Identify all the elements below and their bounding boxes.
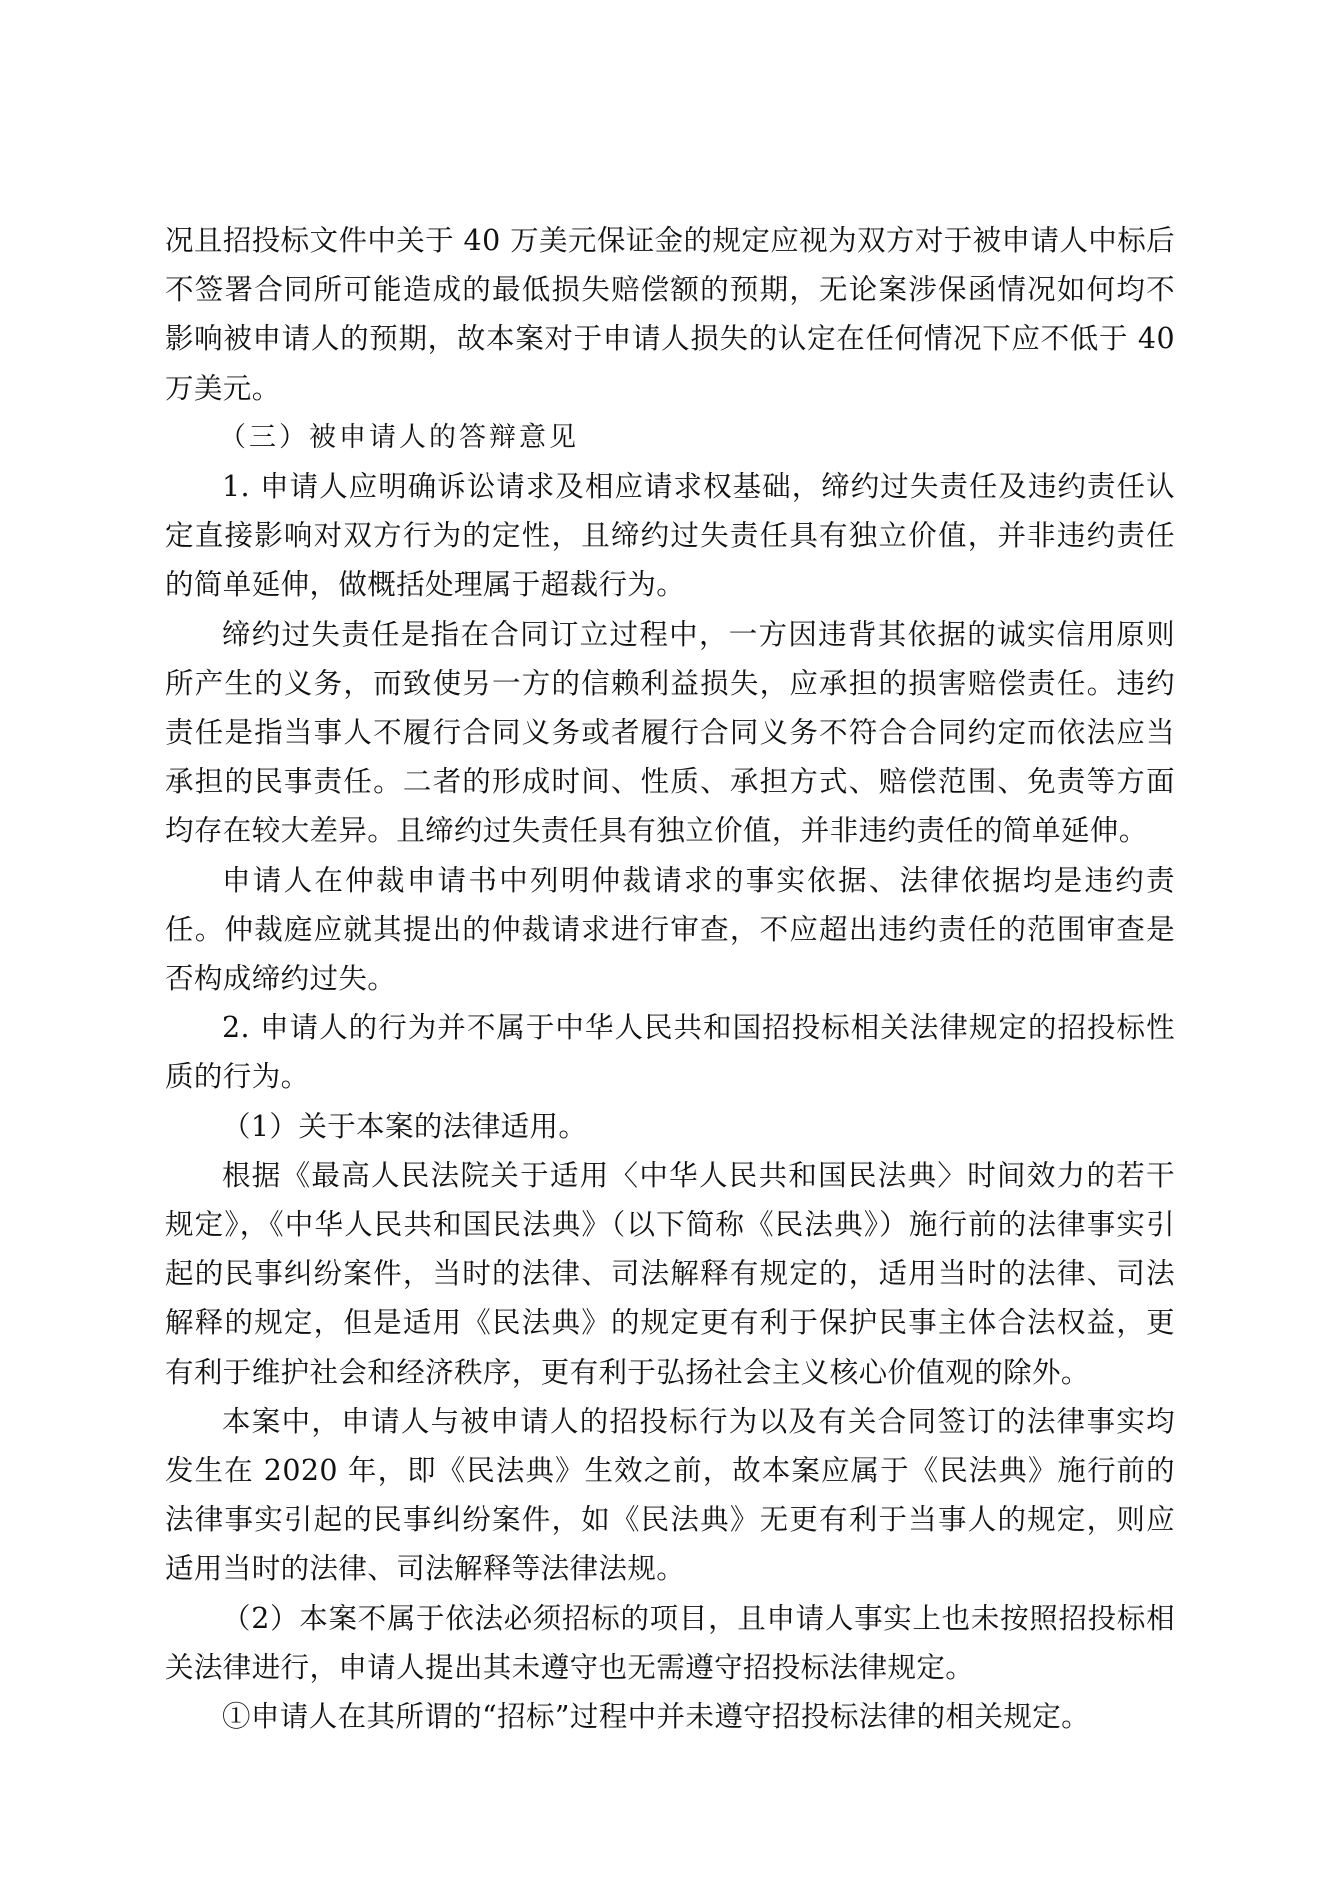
section-heading: （三）被申请人的答辩意见 xyxy=(219,421,579,453)
paragraph: 本案中，申请人与被申请人的招投标行为以及有关合同签订的法律事实均发生在 2020 年，即《民法典》生效之前，故本案应属于《民法典》施行前的法律事实引起的民事纠纷案件，如《民法典》无更有利于当事人的规定，则应适用当时的法律、司法解释等法律法规。 xyxy=(165,1404,1175,1586)
paragraph: 申请人在仲裁申请书中列明仲裁请求的事实依据、法律依据均是违约责任。仲裁庭应就其提出的仲裁请求进行审查，不应超出违约责任的范围审查是否构成缔约过失。 xyxy=(165,863,1175,996)
paragraph: （1）关于本案的法律适用。 xyxy=(222,1109,588,1143)
paragraph: 1. 申请人应明确诉讼请求及相应请求权基础，缔约过失责任及违约责任认定直接影响对双方行为的定性，且缔约过失责任具有独立价值，并非违约责任的简单延伸，做概括处理属于超裁行为。 xyxy=(165,470,1175,602)
paragraph: ①申请人在其所谓的“招标”过程中并未遵守招投标法律的相关规定。 xyxy=(222,1700,1091,1734)
document-body xyxy=(165,216,1175,1741)
paragraph: 2. 申请人的行为并不属于中华人民共和国招投标相关法律规定的招投标性质的行为。 xyxy=(165,1011,1175,1094)
paragraph: 根据《最高人民法院关于适用〈中华人民共和国民法典〉时间效力的若干规定》，《中华人民共和国民法典》（以下简称《民法典》）施行前的法律事实引起的民事纠纷案件，当时的法律、司法解释有规定的，适用当时的法律、司法解释的规定，但是适用《民法典》的规定更有利于保护民事主体合法权益，更有利于维护社会和经济秩序，更有利于弘扬社会主义核心价值观的除外。 xyxy=(165,1158,1175,1389)
paragraph: 缔约过失责任是指在合同订立过程中，一方因违背其依据的诚实信用原则所产生的义务，而致使另一方的信赖利益损失，应承担的损害赔偿责任。违约责任是指当事人不履行合同义务或者履行合同义务不符合合同约定而依法应当承担的民事责任。二者的形成时间、性质、承担方式、赔偿范围、免责等方面均存在较大差异。且缔约过失责任具有独立价值，并非违约责任的简单延伸。 xyxy=(165,617,1175,848)
paragraph: （2）本案不属于依法必须招标的项目，且申请人事实上也未按照招投标相关法律进行，申请人提出其未遵守也无需遵守招投标法律规定。 xyxy=(165,1601,1175,1684)
paragraph-continuation: 况且招投标文件中关于 40 万美元保证金的规定应视为双方对于被申请人中标后不签署合同所可能造成的最低损失赔偿额的预期，无论案涉保函情况如何均不影响被申请人的预期，故本案对于申请人损失的认定在任何情况下应不低于 40 万美元。 xyxy=(165,224,1175,405)
